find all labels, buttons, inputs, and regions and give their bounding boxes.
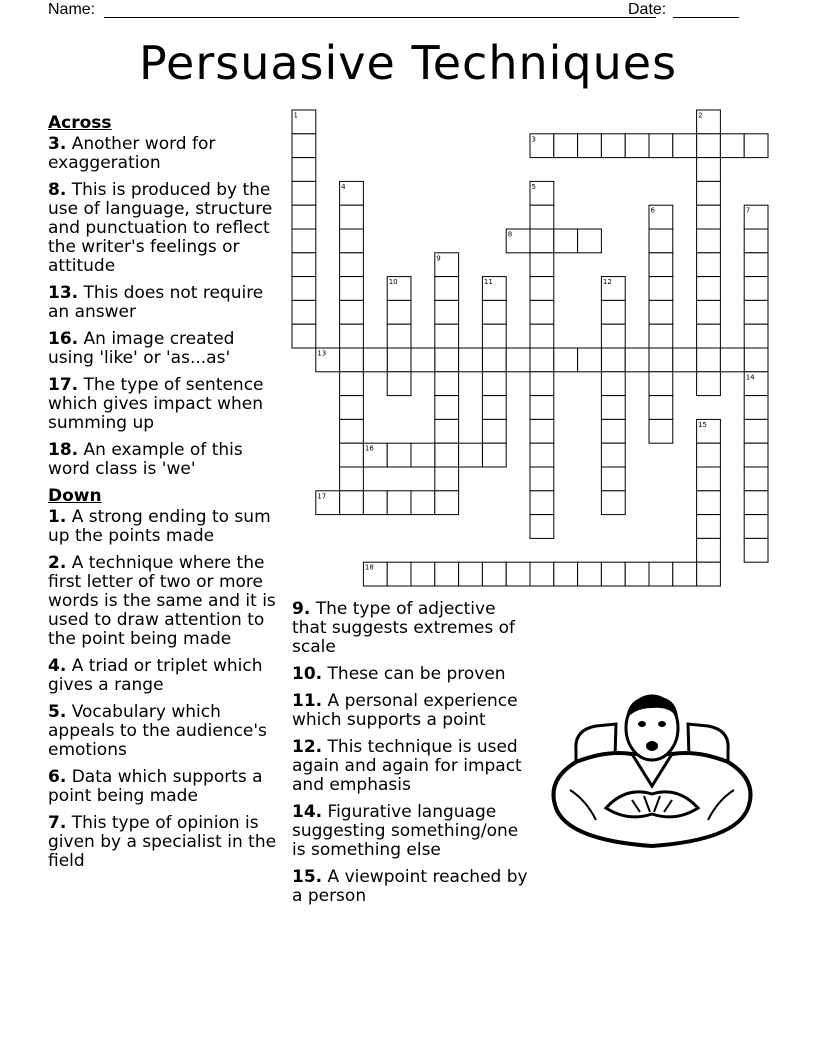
grid-cell[interactable] (482, 300, 506, 324)
grid-cell[interactable] (697, 515, 721, 539)
grid-cell[interactable] (530, 205, 554, 229)
grid-cell[interactable] (411, 348, 435, 372)
grid-cell[interactable] (530, 229, 554, 253)
clue-text: Figurative language suggesting something/one is something else (292, 802, 519, 860)
grid-cell[interactable] (292, 277, 316, 301)
clue-text: An example of this word class is 'we' (48, 440, 243, 479)
grid-cell[interactable] (411, 443, 435, 467)
grid-cell[interactable] (625, 562, 649, 586)
clue-number: 4. (48, 656, 67, 676)
grid-cell[interactable] (292, 205, 316, 229)
grid-cell[interactable] (601, 348, 625, 372)
grid-cell[interactable] (340, 205, 364, 229)
grid-cell[interactable] (530, 277, 554, 301)
grid-cell[interactable] (720, 348, 744, 372)
grid-cell[interactable] (649, 277, 673, 301)
grid-cell[interactable] (744, 229, 768, 253)
grid-cell[interactable] (530, 300, 554, 324)
grid-cell[interactable] (411, 562, 435, 586)
clue-text: Another word for exaggeration (48, 134, 216, 173)
grid-cell[interactable] (744, 467, 768, 491)
grid-cell[interactable] (744, 277, 768, 301)
clue-down-15 (292, 868, 528, 906)
grid-cell[interactable] (387, 443, 411, 467)
clue-down-12 (292, 738, 528, 795)
grid-cell[interactable] (649, 419, 673, 443)
clue-number: 17. (48, 375, 79, 395)
clue-down-5 (48, 703, 282, 760)
grid-cell[interactable] (340, 419, 364, 443)
grid-cell[interactable] (292, 253, 316, 277)
grid-cell[interactable] (530, 419, 554, 443)
grid-cell[interactable] (744, 491, 768, 515)
grid-cell[interactable] (363, 348, 387, 372)
grid-cell[interactable] (482, 348, 506, 372)
grid-cell[interactable] (744, 515, 768, 539)
grid-cell[interactable] (530, 515, 554, 539)
grid-cell[interactable] (744, 348, 768, 372)
grid-cell[interactable] (435, 348, 459, 372)
grid-cell[interactable] (554, 348, 578, 372)
cell-number: 1 (293, 111, 298, 120)
grid-cell[interactable] (744, 396, 768, 420)
clue-text: A personal experience which supports a point (292, 691, 518, 730)
cell-number: 11 (483, 278, 493, 287)
clue-down-14 (292, 803, 528, 860)
clue-text: An image created using 'like' or 'as...as' (48, 329, 235, 368)
grid-cell[interactable] (649, 396, 673, 420)
clue-text: A triad or triplet which gives a range (48, 656, 263, 695)
grid-cell[interactable] (387, 324, 411, 348)
grid-cell[interactable] (530, 562, 554, 586)
grid-cell[interactable] (697, 562, 721, 586)
grid-cell[interactable] (482, 562, 506, 586)
grid-cell[interactable] (697, 253, 721, 277)
grid-cell[interactable] (340, 491, 364, 515)
clue-number: 8. (48, 180, 67, 200)
grid-cell[interactable] (482, 324, 506, 348)
clue-text: A strong ending to sum up the points made (48, 507, 271, 546)
grid-cell[interactable] (482, 443, 506, 467)
grid-cell[interactable] (697, 158, 721, 182)
grid-cell[interactable] (340, 277, 364, 301)
grid-cell[interactable] (673, 348, 697, 372)
grid-cell[interactable] (601, 562, 625, 586)
clue-number: 16. (48, 329, 79, 349)
grid-cell[interactable] (482, 419, 506, 443)
clue-number: 10. (292, 664, 323, 684)
grid-cell[interactable] (744, 443, 768, 467)
grid-cell[interactable] (649, 229, 673, 253)
cell-number: 18 (364, 563, 374, 572)
grid-cell[interactable] (649, 324, 673, 348)
grid-cell[interactable] (340, 348, 364, 372)
grid-cell[interactable] (340, 443, 364, 467)
grid-cell[interactable] (459, 443, 483, 467)
grid-cell[interactable] (340, 229, 364, 253)
cell-number: 7 (745, 206, 751, 215)
grid-cell[interactable] (292, 181, 316, 205)
grid-cell[interactable] (601, 419, 625, 443)
grid-cell[interactable] (435, 324, 459, 348)
cell-number: 4 (341, 182, 346, 191)
grid-cell[interactable] (601, 491, 625, 515)
grid-cell[interactable] (601, 396, 625, 420)
clue-number: 15. (292, 867, 323, 887)
cell-number: 12 (602, 278, 612, 287)
cell-number: 9 (436, 254, 441, 263)
grid-cell[interactable] (744, 300, 768, 324)
grid-cell[interactable] (601, 443, 625, 467)
grid-cell[interactable] (697, 205, 721, 229)
grid-cell[interactable] (744, 253, 768, 277)
cell-number: 16 (364, 444, 374, 453)
grid-cell[interactable] (601, 134, 625, 158)
cell-number: 6 (650, 206, 655, 215)
grid-cell[interactable] (530, 253, 554, 277)
grid-cell[interactable] (649, 300, 673, 324)
cell-number: 13 (317, 349, 327, 358)
clue-number: 7. (48, 813, 67, 833)
clue-down-9 (292, 600, 528, 657)
name-label: Name: (48, 1, 96, 18)
grid-cell[interactable] (387, 491, 411, 515)
grid-cell[interactable] (697, 277, 721, 301)
grid-cell[interactable] (340, 396, 364, 420)
grid-cell[interactable] (649, 134, 673, 158)
cell-number: 8 (507, 230, 513, 239)
clue-text: These can be proven (327, 664, 506, 684)
grid-cell[interactable] (530, 324, 554, 348)
grid-cell[interactable] (578, 229, 602, 253)
clue-text: Data which supports a point being made (48, 767, 263, 806)
grid-cell[interactable] (554, 562, 578, 586)
grid-cell[interactable] (435, 300, 459, 324)
clue-text: This does not require an answer (48, 283, 264, 322)
grid-cell[interactable] (530, 443, 554, 467)
grid-cell[interactable] (435, 562, 459, 586)
grid-cell[interactable] (435, 372, 459, 396)
clue-number: 14. (292, 802, 323, 822)
page-title: Persuasive Techniques (138, 36, 678, 90)
grid-cell[interactable] (530, 348, 554, 372)
grid-cell[interactable] (578, 134, 602, 158)
grid-cell[interactable] (697, 181, 721, 205)
clue-number: 6. (48, 767, 67, 787)
grid-cell[interactable] (387, 562, 411, 586)
grid-cell[interactable] (292, 300, 316, 324)
grid-cell[interactable] (459, 562, 483, 586)
clue-number: 13. (48, 283, 79, 303)
grid-cell[interactable] (435, 491, 459, 515)
grid-cell[interactable] (697, 538, 721, 562)
grid-cell[interactable] (435, 419, 459, 443)
grid-cell[interactable] (697, 372, 721, 396)
grid-cell[interactable] (578, 562, 602, 586)
grid-cell[interactable] (697, 348, 721, 372)
grid-cell[interactable] (387, 300, 411, 324)
date-label: Date: (628, 1, 667, 18)
clue-down-6 (48, 768, 282, 806)
clue-text: This technique is used again and again for impact and emphasis (292, 737, 522, 795)
grid-cell[interactable] (578, 348, 602, 372)
grid-cell[interactable] (673, 562, 697, 586)
grid-cell[interactable] (697, 491, 721, 515)
grid-cell[interactable] (435, 277, 459, 301)
grid-cell[interactable] (482, 372, 506, 396)
grid-cell[interactable] (482, 396, 506, 420)
grid-cell[interactable] (554, 229, 578, 253)
clue-down-10 (292, 665, 528, 684)
grid-cell[interactable] (554, 134, 578, 158)
grid-cell[interactable] (340, 300, 364, 324)
grid-cell[interactable] (744, 134, 768, 158)
grid-cell[interactable] (530, 372, 554, 396)
clue-number: 9. (292, 599, 311, 619)
cell-number: 14 (745, 373, 755, 382)
grid-cell[interactable] (387, 372, 411, 396)
grid-cell[interactable] (292, 158, 316, 182)
grid-cell[interactable] (649, 372, 673, 396)
grid-cell[interactable] (506, 562, 530, 586)
clues-column-2 (292, 600, 528, 914)
clue-down-4 (48, 657, 282, 695)
clue-number: 2. (48, 553, 67, 573)
grid-cell[interactable] (625, 348, 649, 372)
grid-cell[interactable] (530, 396, 554, 420)
cell-number: 2 (698, 111, 703, 120)
down-heading: Down (48, 486, 102, 506)
grid-cell[interactable] (340, 253, 364, 277)
grid-cell[interactable] (340, 467, 364, 491)
grid-cell[interactable] (649, 348, 673, 372)
clue-number: 11. (292, 691, 323, 711)
grid-cell[interactable] (601, 300, 625, 324)
grid-cell[interactable] (411, 491, 435, 515)
grid-cell[interactable] (744, 324, 768, 348)
grid-cell[interactable] (292, 229, 316, 253)
grid-cell[interactable] (530, 467, 554, 491)
grid-cell[interactable] (697, 134, 721, 158)
grid-cell[interactable] (340, 372, 364, 396)
clue-number: 12. (292, 737, 323, 757)
grid-cell[interactable] (625, 134, 649, 158)
clue-text: Vocabulary which appeals to the audience's emotions (48, 702, 267, 760)
grid-cell[interactable] (459, 348, 483, 372)
cell-number: 15 (698, 420, 708, 429)
grid-cell[interactable] (530, 491, 554, 515)
cell-number: 5 (531, 182, 536, 191)
clue-text: This type of opinion is given by a specialist in the field (48, 813, 277, 871)
cell-number: 17 (317, 492, 327, 501)
clue-text: The type of adjective that suggests extremes of scale (292, 599, 516, 657)
grid-cell[interactable] (601, 372, 625, 396)
grid-cell[interactable] (744, 419, 768, 443)
clue-down-7 (48, 814, 282, 871)
grid-cell[interactable] (435, 443, 459, 467)
grid-cell[interactable] (697, 229, 721, 253)
grid-cell[interactable] (363, 491, 387, 515)
grid-cell[interactable] (340, 324, 364, 348)
grid-cell[interactable] (673, 134, 697, 158)
grid-cell[interactable] (649, 562, 673, 586)
grid-cell[interactable] (697, 443, 721, 467)
clue-number: 18. (48, 440, 79, 460)
thinking-man-illustration (536, 690, 768, 850)
clue-text: This is produced by the use of language, structure and punctuation to reflect the writer's feelings or attitude (48, 180, 273, 276)
grid-cell[interactable] (506, 348, 530, 372)
cell-number: 3 (531, 135, 536, 144)
cell-number: 10 (388, 278, 398, 287)
grid-cell[interactable] (601, 324, 625, 348)
grid-cell[interactable] (649, 253, 673, 277)
grid-cell[interactable] (435, 467, 459, 491)
grid-cell[interactable] (744, 538, 768, 562)
grid-cell[interactable] (720, 134, 744, 158)
clue-number: 5. (48, 702, 67, 722)
grid-cell[interactable] (697, 300, 721, 324)
grid-cell[interactable] (697, 467, 721, 491)
grid-cell[interactable] (697, 324, 721, 348)
grid-cell[interactable] (435, 396, 459, 420)
clue-text: A technique where the first letter of two or more words is the same and it is used to draw attention to the point being made (48, 553, 276, 649)
clue-number: 3. (48, 134, 67, 154)
clue-text: The type of sentence which gives impact when summing up (48, 375, 264, 433)
across-heading: Across (48, 113, 112, 133)
clue-down-11 (292, 692, 528, 730)
grid-cell[interactable] (292, 134, 316, 158)
grid-cell[interactable] (601, 467, 625, 491)
clue-text: A viewpoint reached by a person (292, 867, 528, 906)
grid-cell[interactable] (387, 348, 411, 372)
grid-cell[interactable] (292, 324, 316, 348)
clue-number: 1. (48, 507, 67, 527)
